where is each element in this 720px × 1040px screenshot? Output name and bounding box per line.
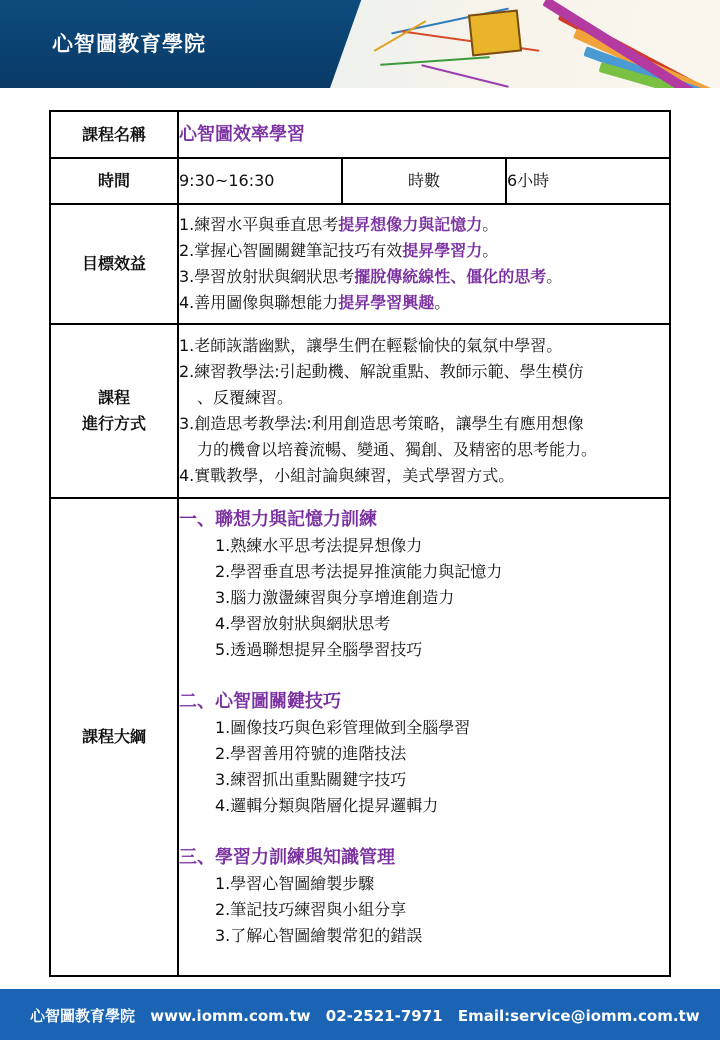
row-course-name [50, 111, 670, 158]
outline-item: 3.練習抓出重點關鍵字技巧 [215, 770, 407, 789]
course-name-label: 課程名稱 [50, 111, 178, 158]
outline-item: 3.了解心智圖繪製常犯的錯誤 [215, 926, 423, 945]
hours-label: 時數 [342, 158, 506, 204]
method-list [178, 324, 670, 498]
method-label: 課程 進行方式 [50, 324, 178, 498]
outline-section-title: 三、學習力訓練與知識管理 [179, 847, 395, 868]
outline-label: 課程大綱 [50, 498, 178, 976]
outline-item: 1.學習心智圖繪製步驟 [215, 874, 375, 893]
method-line: 、反覆練習。 [197, 388, 294, 407]
footer-bar [0, 989, 720, 1040]
outline-item: 5.透過聯想提昇全腦學習技巧 [215, 640, 423, 659]
outline-item: 3.腦力激盪練習與分享增進創造力 [215, 588, 455, 607]
goal-item: 1.練習水平與垂直思考提昇想像力與記憶力。 [179, 215, 499, 234]
method-line: 力的機會以培養流暢、變通、獨創、及精密的思考能力。 [197, 440, 598, 459]
book-icon [468, 10, 522, 57]
footer-org: 心智圖教育學院 [30, 1007, 136, 1025]
goal-item: 4.善用圖像與聯想能力提昇學習興趣。 [179, 293, 451, 312]
outline-item: 4.學習放射狀與網狀思考 [215, 614, 391, 633]
time-value: 9:30~16:30 [178, 158, 342, 204]
goal-item: 2.掌握心智圖關鍵筆記技巧有效提昇學習力。 [179, 241, 499, 260]
method-line: 3.創造思考教學法:利用創造思考策略，讓學生有應用想像 [179, 414, 584, 433]
footer-phone: 02-2521-7971 [325, 1007, 443, 1025]
header-banner [0, 0, 720, 88]
footer-contact [30, 1005, 710, 1026]
outline-content [178, 498, 670, 976]
course-name-value: 心智圖效率學習 [179, 123, 305, 145]
hours-value: 6小時 [506, 158, 670, 204]
outline-section-title: 一、聯想力與記憶力訓練 [179, 509, 377, 530]
goal-item: 3.學習放射狀與網狀思考擺脫傳統線性、僵化的思考。 [179, 267, 563, 286]
footer-email-link[interactable]: Email:service@iomm.com.tw [457, 1007, 700, 1025]
row-method [50, 324, 670, 498]
outline-item: 4.邏輯分類與階層化提昇邏輯力 [215, 796, 439, 815]
outline-item: 2.筆記技巧練習與小組分享 [215, 900, 407, 919]
header-title: 心智圖教育學院 [52, 32, 206, 56]
outline-section-title: 二、心智圖關鍵技巧 [179, 691, 341, 712]
outline-item: 1.圖像技巧與色彩管理做到全腦學習 [215, 718, 471, 737]
method-line: 4.實戰教學，小組討論與練習，美式學習方式。 [179, 466, 515, 485]
course-table [49, 110, 671, 977]
goals-label: 目標效益 [50, 204, 178, 324]
goals-list [178, 204, 670, 324]
outline-item: 2.學習垂直思考法提昇推演能力與記憶力 [215, 562, 503, 581]
row-outline [50, 498, 670, 976]
row-time [50, 158, 670, 204]
method-line: 1.老師詼諧幽默，讓學生們在輕鬆愉快的氣氛中學習。 [179, 336, 563, 355]
footer-website-link[interactable]: www.iomm.com.tw [150, 1007, 311, 1025]
course-name-cell [178, 111, 670, 158]
method-line: 2.練習教學法:引起動機、解說重點、教師示範、學生模仿 [179, 362, 584, 381]
outline-item: 1.熟練水平思考法提昇想像力 [215, 536, 423, 555]
time-label: 時間 [50, 158, 178, 204]
outline-item: 2.學習善用符號的進階技法 [215, 744, 407, 763]
row-goals [50, 204, 670, 324]
